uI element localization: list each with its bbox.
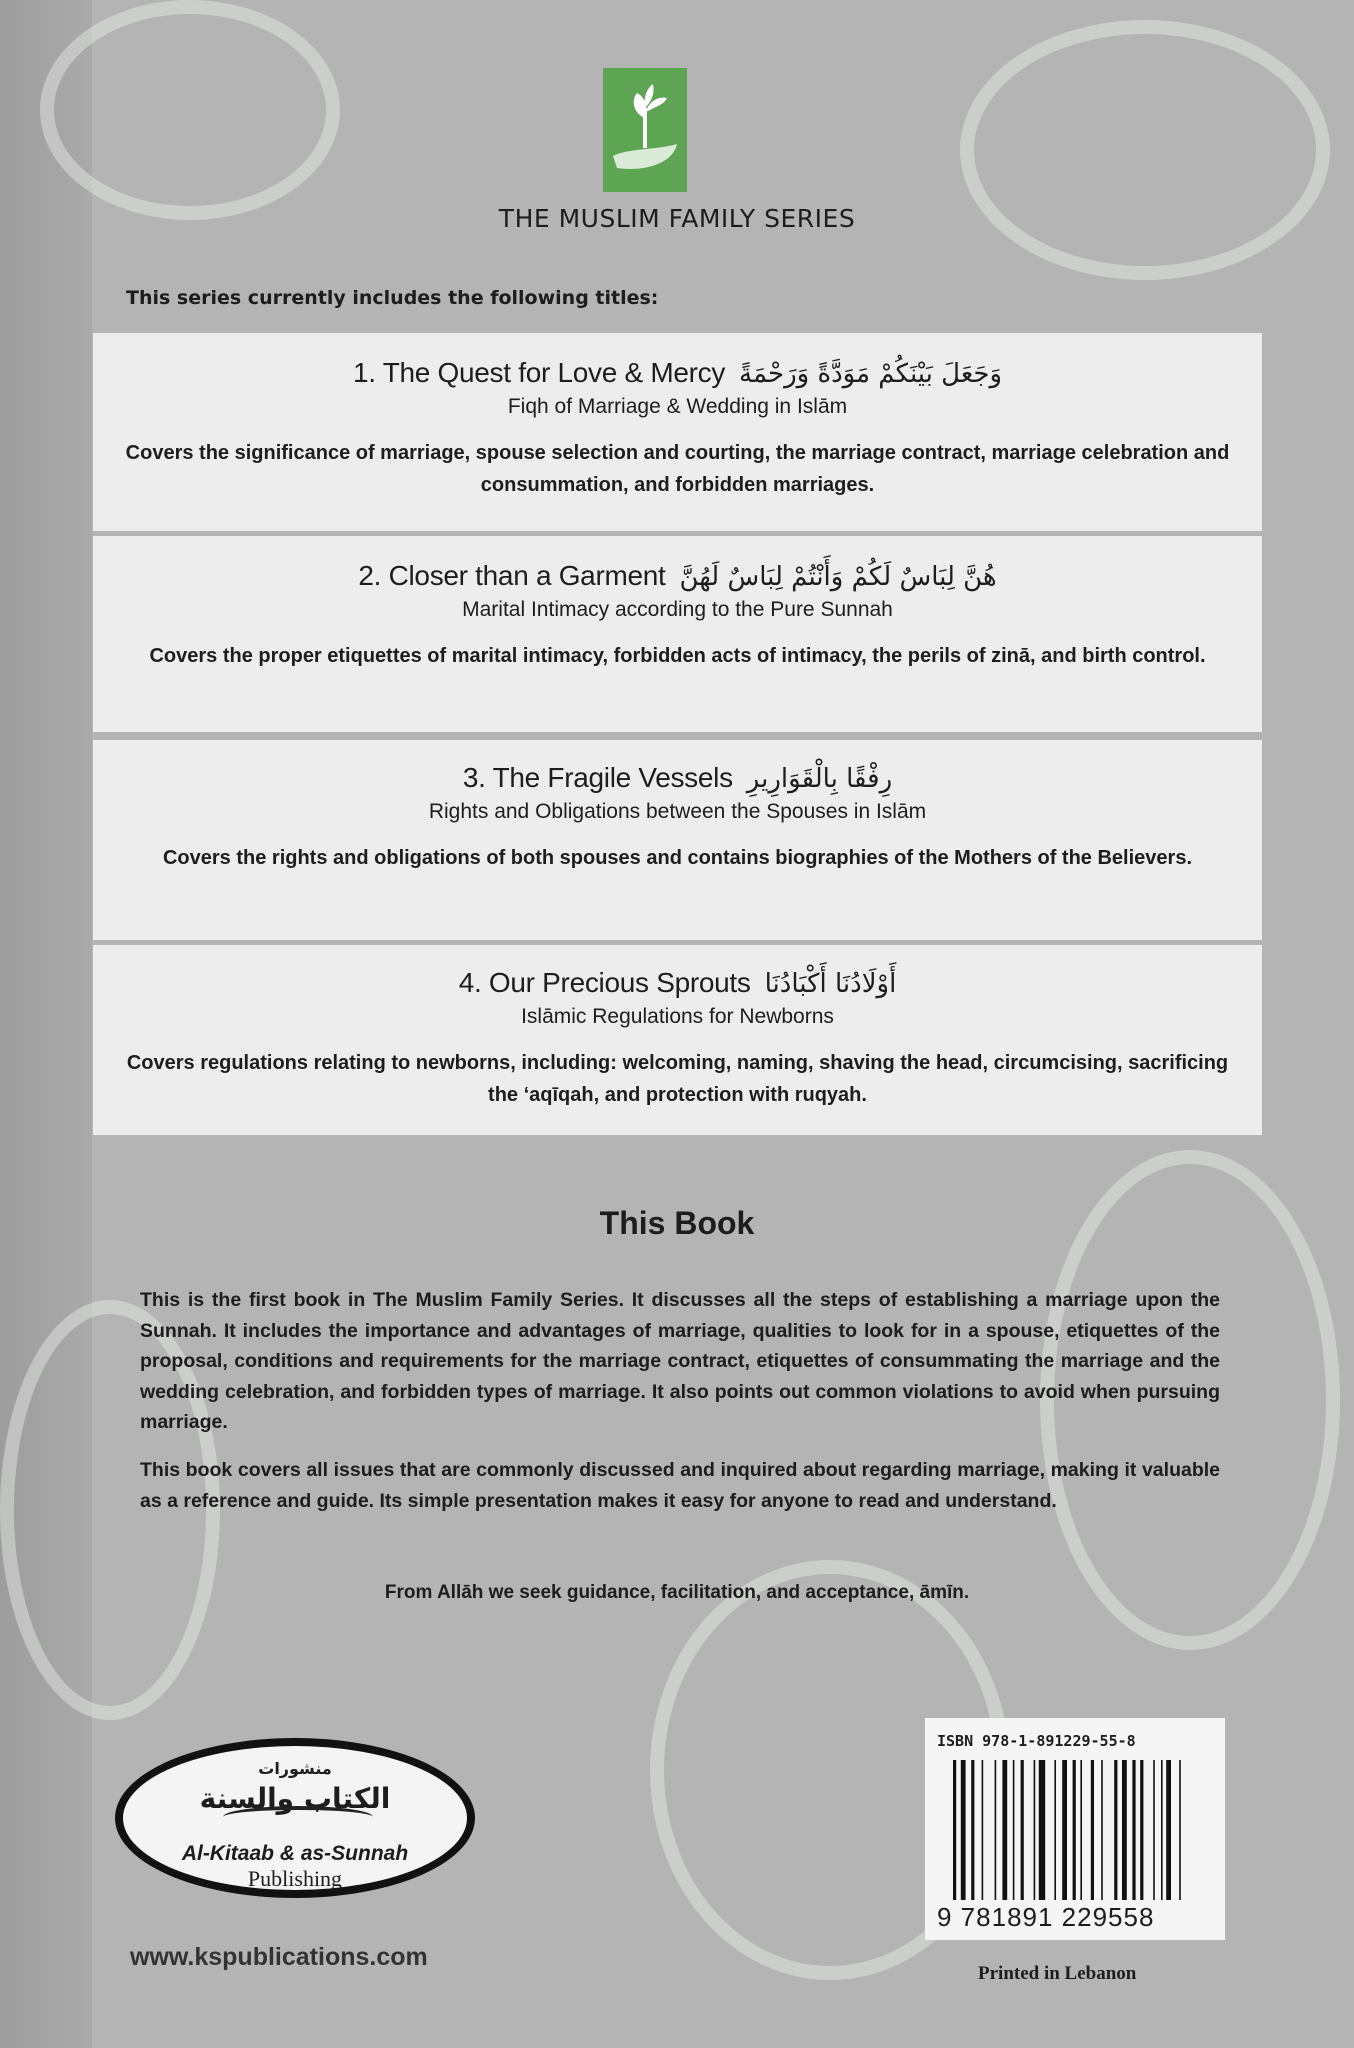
barcode-bar	[1080, 1760, 1082, 1900]
barcode-bar	[1021, 1760, 1024, 1900]
barcode-bar	[1140, 1760, 1143, 1900]
barcode-icon	[953, 1760, 1203, 1900]
book-arabic: هُنَّ لِبَاسٌ لَكُمْ وَأَنْتُمْ لِبَاسٌ لَهُنَّ	[679, 562, 997, 592]
barcode-bar	[1039, 1760, 1045, 1900]
barcode-bar	[1002, 1760, 1007, 1900]
barcode-bar	[953, 1760, 956, 1900]
book-entry	[93, 945, 1262, 1135]
book-entry	[93, 536, 1262, 732]
ean-number: 9 781891 229558	[937, 1902, 1155, 1932]
barcode-bar	[971, 1760, 974, 1900]
this-book-heading: This Book	[599, 1205, 755, 1241]
barcode-bar	[1034, 1760, 1036, 1900]
series-logo-icon	[603, 68, 687, 192]
publisher-arabic-name: الكتاب والسنة	[199, 1782, 391, 1815]
barcode-bar	[995, 1760, 997, 1900]
series-intro: This series currently includes the following titles:	[126, 287, 659, 309]
publisher-sub: Publishing	[247, 1866, 343, 1891]
book-arabic: رِفْقًا بِالْقَوَارِيرِ	[746, 764, 893, 794]
publisher-arabic-small: منشورات	[258, 1759, 332, 1778]
cover-edge	[0, 0, 92, 2048]
barcode-bar	[1132, 1760, 1135, 1900]
book-entry	[93, 333, 1262, 531]
publisher-name: Al-Kitaab & as-Sunnah	[181, 1842, 409, 1865]
barcode-bar	[1114, 1760, 1117, 1900]
barcode-bar	[1153, 1760, 1155, 1900]
book-arabic: وَجَعَلَ بَيْنَكُمْ مَوَدَّةً وَرَحْمَةً	[739, 359, 1003, 389]
decorative-swirl	[960, 20, 1330, 280]
book-subtitle: Rights and Obligations between the Spouses in Islām	[428, 800, 927, 823]
description-paragraph: This is the first book in The Muslim Family Series. It discusses all the steps of establishing a marriage upon the Sunnah. It includes the importance and advantages of marriage, qualities to look for in a spouse, etiquettes of the proposal, conditions and requirements for the marriage contract, etiquettes of consummating the marriage and the wedding celebration, and forbidden types of marriage. It also points out common violations to avoid when pursuing marriage.	[140, 1289, 1220, 1433]
open-book-icon	[223, 1806, 373, 1828]
book-title: 3. The Fragile Vessels	[462, 762, 733, 793]
barcode-bar	[1101, 1760, 1103, 1900]
book-arabic: أَوْلَادُنَا أَكْبَادُنَا	[764, 969, 897, 999]
barcode-bar	[1054, 1760, 1056, 1900]
publisher-logo	[115, 1738, 475, 1898]
book-description: Covers the significance of marriage, spouse selection and courting, the marriage contract, marriage celebration and consummation, and forbidden marriages.	[125, 442, 1230, 496]
barcode-bar	[1062, 1760, 1067, 1900]
series-title: THE MUSLIM FAMILY SERIES	[498, 204, 856, 233]
barcode-panel	[925, 1718, 1225, 1940]
book-subtitle: Marital Intimacy according to the Pure Sunnah	[462, 598, 893, 621]
barcode-bar	[1179, 1760, 1181, 1900]
book-title: 1. The Quest for Love & Mercy	[352, 357, 726, 388]
decorative-swirl	[40, 0, 340, 220]
barcode-bar	[982, 1760, 984, 1900]
book-title: 4. Our Precious Sprouts	[458, 967, 751, 998]
barcode-bar	[961, 1760, 966, 1900]
book-description: Covers the proper etiquettes of marital intimacy, forbidden acts of intimacy, the perils of zinā, and birth control.	[149, 645, 1206, 667]
book-title: 2. Closer than a Garment	[358, 560, 666, 591]
barcode-bar	[1013, 1760, 1015, 1900]
isbn-text: ISBN 978-1-891229-55-8	[937, 1732, 1136, 1750]
barcode-bar	[1161, 1760, 1163, 1900]
barcode-bar	[1166, 1760, 1171, 1900]
closing-line: From Allāh we seek guidance, facilitation, and acceptance, āmīn.	[384, 1582, 970, 1603]
book-entry	[93, 740, 1262, 940]
book-subtitle: Islāmic Regulations for Newborns	[521, 1005, 834, 1028]
book-description: Covers the rights and obligations of both spouses and contains biographies of the Mothers of the Believers.	[162, 847, 1192, 869]
barcode-bar	[1073, 1760, 1076, 1900]
book-subtitle: Fiqh of Marriage & Wedding in Islām	[507, 395, 848, 418]
barcode-bar	[1122, 1760, 1127, 1900]
printed-in: Printed in Lebanon	[978, 1963, 1137, 1984]
barcode-bar	[1091, 1760, 1094, 1900]
publisher-url[interactable]: www.kspublications.com	[130, 1943, 428, 1971]
book-description: Covers regulations relating to newborns, including: welcoming, naming, shaving the head, circumcising, sacrificing the ‘aqīqah, and protection with ruqyah.	[126, 1052, 1229, 1106]
description-paragraph: This book covers all issues that are commonly discussed and inquired about regarding marriage, making it valuable as a reference and guide. Its simple presentation makes it easy for anyone to read and understand.	[140, 1459, 1220, 1512]
